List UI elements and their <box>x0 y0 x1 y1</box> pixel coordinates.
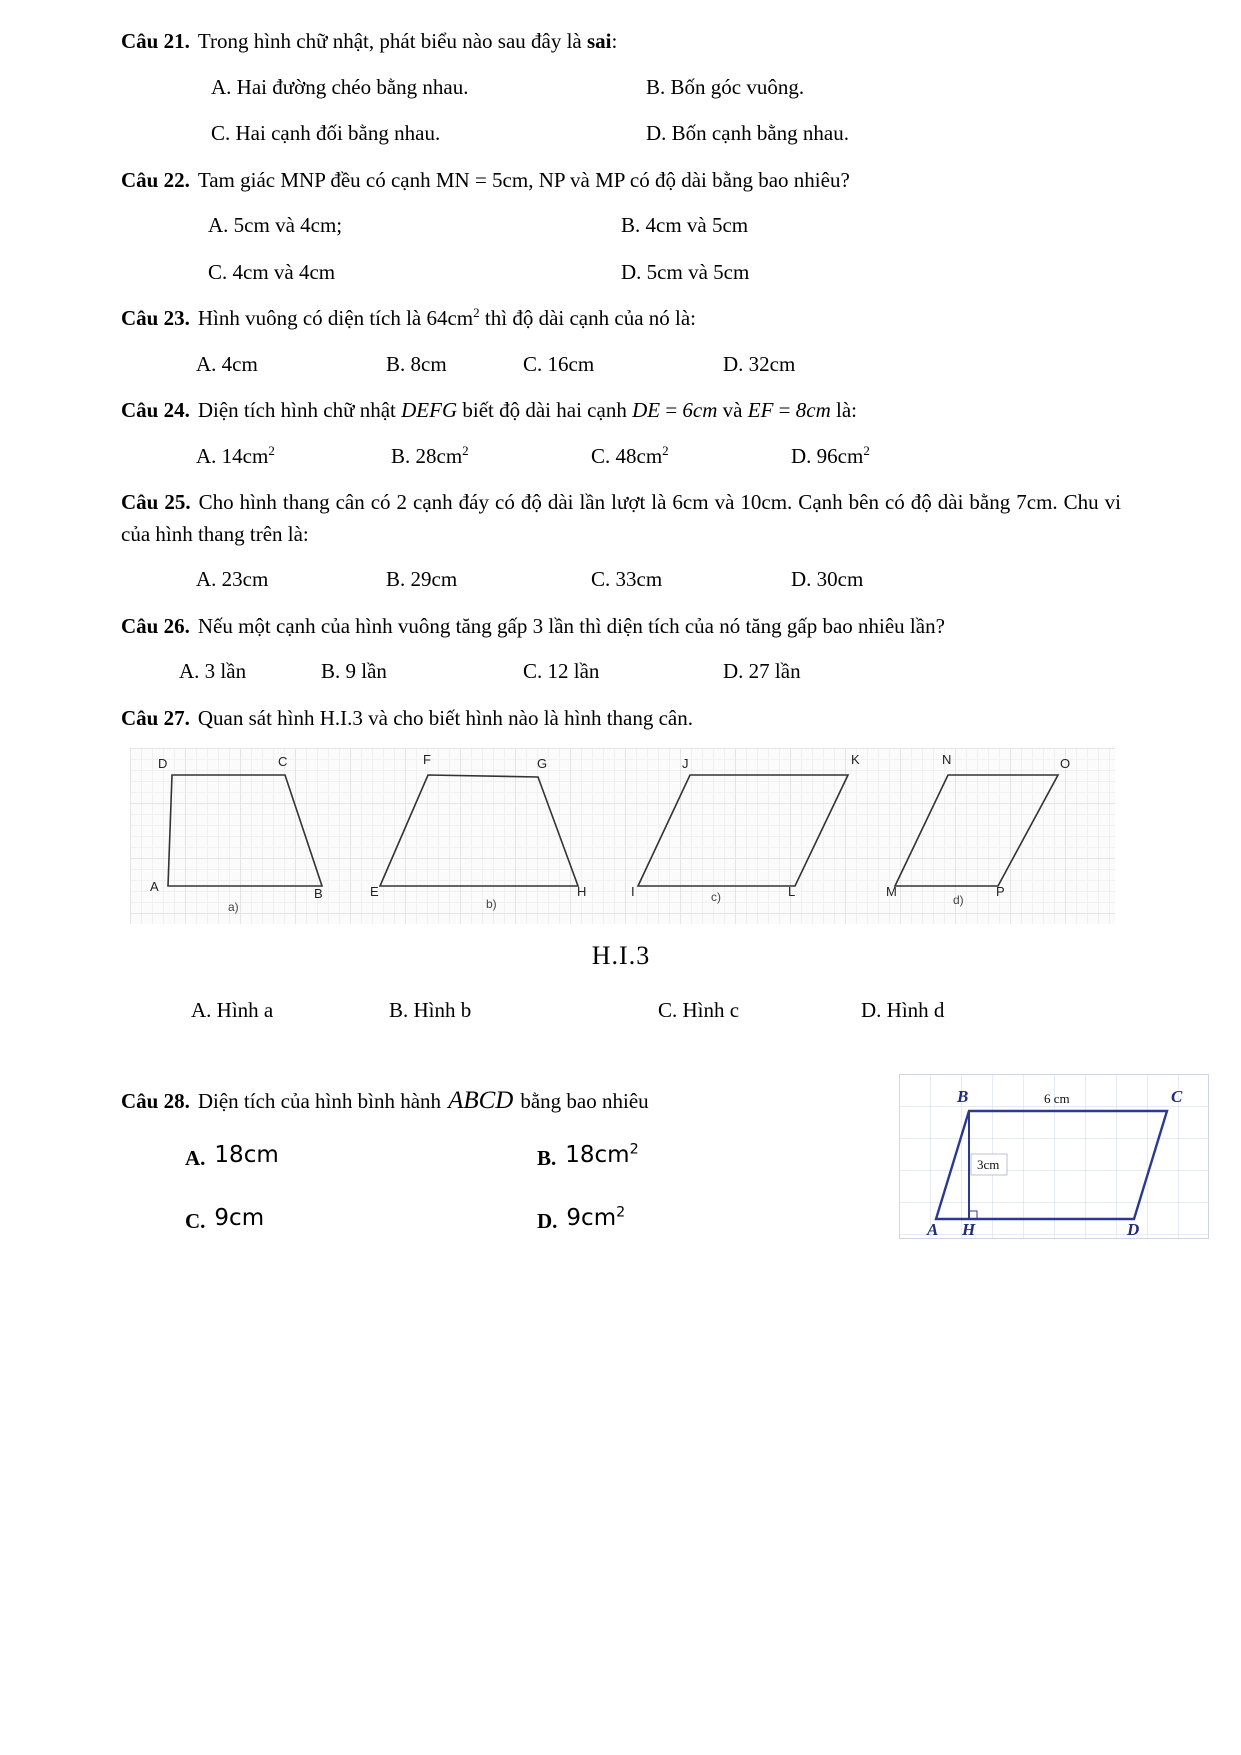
vertex-label: O <box>1060 756 1071 771</box>
q26-option-a: A. 3 lần <box>179 659 247 683</box>
math-abcd: ABCD <box>448 1086 514 1114</box>
shape-b-tag: b) <box>486 897 497 911</box>
question-21 <box>121 26 1121 150</box>
question-24 <box>121 395 1121 472</box>
shape-c-parallelogram <box>638 775 848 886</box>
question-27-options <box>121 995 1121 1027</box>
trapezoid-shapes <box>130 748 1115 924</box>
q25-option-d: D. 30cm <box>791 567 864 591</box>
vertex-label: L <box>788 884 796 899</box>
q25-option-a: A. 23cm <box>196 567 269 591</box>
vertex-label: M <box>886 884 897 899</box>
question-26-text: Câu 26. Nếu một cạnh của hình vuông tăng gấp 3 lần thì diện tích của nó tăng gấp bao nhiêu lần? <box>121 613 945 638</box>
q25-option-c: C. 33cm <box>591 567 663 591</box>
question-25 <box>121 487 1121 596</box>
question-28-options-row-2 <box>121 1204 889 1239</box>
figure-hi3 <box>130 748 1115 924</box>
q24-option-b: B. $28cm^2$ <box>391 442 469 468</box>
question-28-label: Câu 28. <box>121 1088 190 1113</box>
vertex-label: J <box>682 756 689 771</box>
question-21-options-row-2 <box>121 118 1121 150</box>
question-27-text: Câu 27. Quan sát hình H.I.3 và cho biết hình nào là hình thang cân. <box>121 705 693 730</box>
question-28-text: Câu 28. Diện tích của hình bình hành ABCD bằng bao nhiêu <box>121 1086 649 1114</box>
vertex-label: N <box>942 752 952 767</box>
vertex-label: P <box>996 884 1005 899</box>
question-22-label: Câu 22. <box>121 167 190 192</box>
q22-option-d: D. 5cm và 5cm <box>621 259 750 284</box>
q27-option-d: D. Hình d <box>861 998 945 1022</box>
question-21-label: Câu 21. <box>121 29 190 53</box>
question-23 <box>121 303 1121 380</box>
q26-option-c: C. 12 lần <box>523 659 600 683</box>
q21-option-d: D. Bốn cạnh bằng nhau. <box>646 121 849 145</box>
q28-option-c: C. 9cm <box>185 1204 265 1233</box>
question-22 <box>121 165 1121 289</box>
question-22-options-row-2 <box>121 257 1121 289</box>
vertex-label: K <box>851 752 860 767</box>
q28-option-d: D. $9cm^2$ <box>537 1203 626 1233</box>
vertex-label: G <box>537 756 548 771</box>
q21-option-b: B. Bốn góc vuông. <box>646 74 805 99</box>
question-22-text: Câu 22. Tam giác MNP đều có cạnh MN = 5cm, NP và MP có độ dài bằng bao nhiêu? <box>121 167 850 192</box>
question-23-options <box>121 349 1121 381</box>
question-23-label: Câu 23. <box>121 306 190 330</box>
q22-option-a: A. 5cm và 4cm; <box>208 213 343 237</box>
q21-option-a: A. Hai đường chéo bằng nhau. <box>211 74 469 99</box>
q23-option-a: A. 4cm <box>196 351 258 376</box>
question-25-options <box>121 564 1121 596</box>
figure-parallelogram-abcd <box>899 1074 1209 1267</box>
q26-option-b: B. 9 lần <box>321 659 387 683</box>
vertex-label: F <box>423 752 431 767</box>
q24-option-a: A. $14cm^2$ <box>196 442 275 468</box>
figure-hi3-caption: H.I.3 <box>591 941 651 970</box>
q28-option-b: B. $18cm^2$ <box>537 1141 639 1170</box>
shape-b-trapezoid <box>380 775 578 886</box>
question-24-label: Câu 24. <box>121 398 190 422</box>
vertex-label: D <box>158 756 168 771</box>
question-28-left-column <box>121 1082 899 1267</box>
vertex-label: B <box>314 886 323 901</box>
vertex-label-a: A <box>927 1219 939 1239</box>
vertex-label-h: H <box>962 1219 976 1239</box>
shape-a-tag: a) <box>228 900 239 914</box>
vertex-label-b: B <box>957 1086 969 1106</box>
question-21-text: Câu 21. Trong hình chữ nhật, phát biểu nào sau đây là sai: <box>121 29 618 53</box>
shape-d-tag: d) <box>953 893 964 907</box>
vertex-label: A <box>150 879 159 894</box>
q24-option-c: C. $48cm^2$ <box>591 442 669 468</box>
q26-option-d: D. 27 lần <box>723 659 801 683</box>
q27-option-c: C. Hình c <box>658 998 740 1022</box>
vertex-label: E <box>370 884 379 899</box>
q21-option-c: C. Hai cạnh đối bằng nhau. <box>211 121 441 145</box>
question-26-options <box>121 656 1121 688</box>
question-24-text: Câu 24. Diện tích hình chữ nhật DEFG biết độ dài hai cạnh DE = 6cm và EF = 8cm là: <box>121 398 857 422</box>
question-22-options-row-1 <box>121 210 1121 242</box>
shape-c-tag: c) <box>711 890 721 904</box>
q23-option-b: B. 8cm <box>386 351 447 376</box>
shape-a-trapezoid <box>168 775 322 886</box>
shape-d-parallelogram <box>895 775 1058 886</box>
question-23-text: Câu 23. Hình vuông có diện tích là $64cm^2$ thì độ dài cạnh của nó là: <box>121 305 697 330</box>
q25-option-b: B. 29cm <box>386 567 458 591</box>
question-26-label: Câu 26. <box>121 613 190 638</box>
vertex-label: C <box>278 754 288 769</box>
q28-option-a: A. 18cm <box>185 1142 279 1170</box>
top-length-label: 6 cm <box>1044 1090 1070 1106</box>
height-length-label: 3cm <box>977 1156 1000 1172</box>
vertex-label-c: C <box>1171 1086 1183 1106</box>
q23-option-c: C. 16cm <box>523 351 595 376</box>
question-25-label: Câu 25. <box>121 490 191 514</box>
q22-option-b: B. 4cm và 5cm <box>621 213 749 237</box>
question-25-text: Câu 25. Cho hình thang cân có 2 cạnh đáy có độ dài lần lượt là 6cm và 10cm. Cạnh bên có độ dài bằng 7cm. Chu vi của hình thang trên là: <box>121 490 1121 546</box>
q23-option-d: D. 32cm <box>723 351 796 376</box>
q27-option-b: B. Hình b <box>389 998 472 1022</box>
question-28-options-row-1 <box>121 1141 889 1176</box>
question-27-label: Câu 27. <box>121 705 190 730</box>
q27-option-a: A. Hình a <box>191 998 274 1022</box>
question-27 <box>121 703 1121 1027</box>
q24-option-d: D. $96cm^2$ <box>791 442 870 468</box>
question-21-options-row-1 <box>121 72 1121 104</box>
vertex-label: I <box>631 884 635 899</box>
parallelogram-svg <box>899 1074 1209 1239</box>
question-24-options <box>121 441 1121 473</box>
vertex-label: H <box>577 884 587 899</box>
q22-option-c: C. 4cm và 4cm <box>208 259 336 284</box>
question-26 <box>121 611 1121 688</box>
vertex-label-d: D <box>1127 1219 1140 1239</box>
question-28 <box>121 1082 1183 1267</box>
